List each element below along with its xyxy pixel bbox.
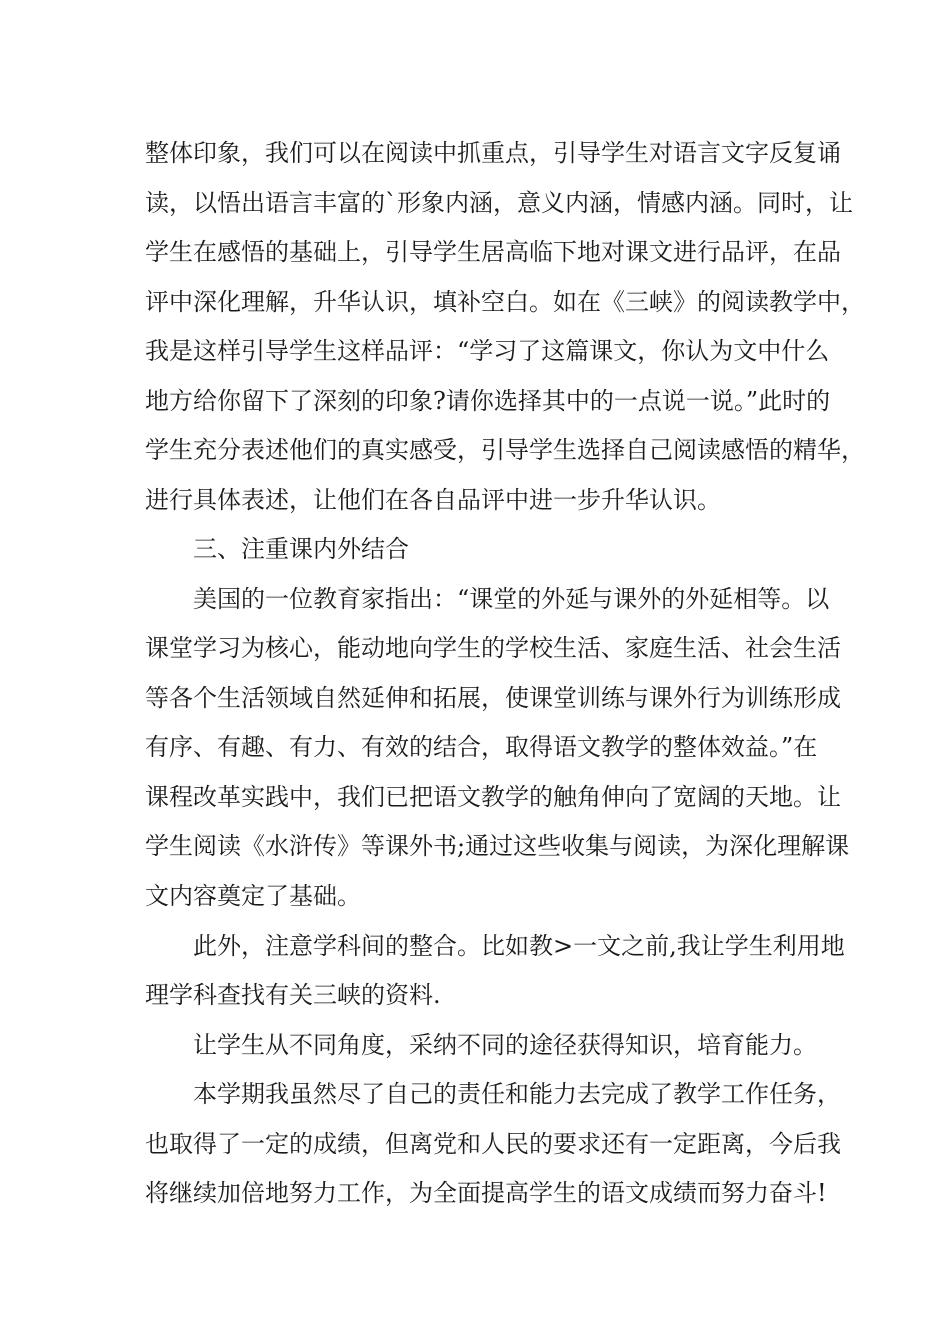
text-line: 有序、有趣、有力、有效的结合，取得语文教学的整体效益。”在 [145,733,818,761]
text-line: 学生充分表述他们的真实感受，引导学生选择自己阅读感悟的精华， [145,436,865,464]
section-heading: 三、注重课内外结合 [193,535,409,563]
text-line: 本学期我虽然尽了自己的责任和能力去完成了教学工作任务， [193,1080,841,1108]
text-line: 让学生从不同角度，采纳不同的途径获得知识，培育能力。 [193,1031,817,1059]
text-line: 理学科查找有关三峡的资料. [145,981,441,1009]
text-line: 整体印象，我们可以在阅读中抓重点，引导学生对语言文字反复诵 [145,139,841,167]
text-line: 读，以悟出语言丰富的`形象内涵，意义内涵，情感内涵。同时，让 [145,189,853,217]
text-line: 文内容奠定了基础。 [145,882,361,910]
text-line: 学生阅读《水浒传》等课外书;通过这些收集与阅读，为深化理解课 [145,832,850,860]
text-line: 将继续加倍地努力工作，为全面提高学生的语文成绩而努力奋斗! [145,1179,827,1207]
text-line: 课程改革实践中，我们已把语文教学的触角伸向了宽阔的天地。让 [145,783,841,811]
text-line: 学生在感悟的基础上，引导学生居高临下地对课文进行品评，在品 [145,238,841,266]
text-line: 进行具体表述，让他们在各自品评中进一步升华认识。 [145,486,721,514]
text-line: 等各个生活领域自然延伸和拓展，使课堂训练与课外行为训练形成 [145,684,841,712]
text-line: 课堂学习为核心，能动地向学生的学校生活、家庭生活、社会生活 [145,634,841,662]
text-line: 我是这样引导学生这样品评：“学习了这篇课文，你认为文中什么 [145,337,830,365]
text-line: 地方给你留下了深刻的印象?请你选择其中的一点说一说。”此时的 [145,387,831,415]
text-line: 也取得了一定的成绩，但离党和人民的要求还有一定距离，今后我 [145,1130,841,1158]
text-line: 评中深化理解，升华认识，填补空白。如在《三峡》的阅读教学中， [145,288,865,316]
text-line: 美国的一位教育家指出：“课堂的外延与课外的外延相等。以 [193,585,830,613]
text-line: 此外，注意学科间的整合。比如教>一文之前,我让学生利用地 [193,932,845,960]
